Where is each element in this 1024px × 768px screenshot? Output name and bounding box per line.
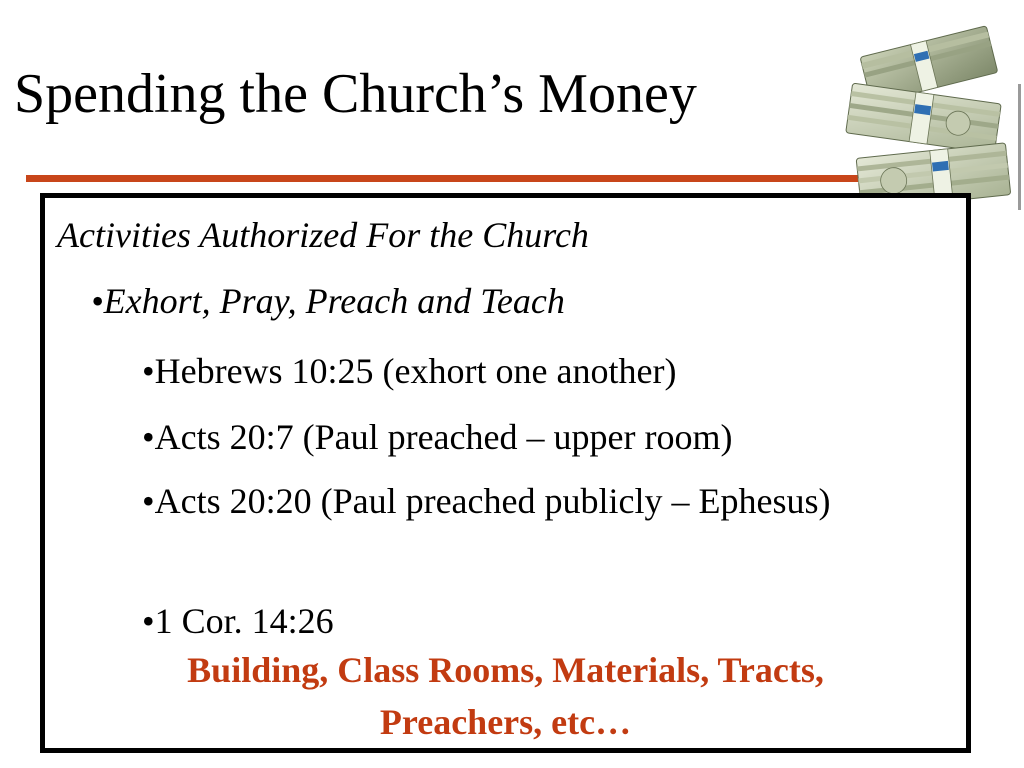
footer-note: [45, 644, 966, 748]
bullet-level1: •Exhort, Pray, Preach and Teach: [91, 281, 565, 321]
bullet-item: •1 Cor. 14:26: [142, 601, 334, 641]
slide-title: Spending the Church’s Money: [14, 63, 697, 125]
footer-line: Preachers, etc…: [379, 702, 632, 742]
bullet-item: •Acts 20:20 (Paul preached publicly – Ephesus): [142, 481, 831, 521]
bullet-item: •Acts 20:7 (Paul preached – upper room): [142, 417, 733, 457]
title-underline: [26, 175, 861, 182]
section-heading: Activities Authorized For the Church: [57, 215, 589, 255]
money-stack-icon: [828, 22, 1024, 218]
slide-edge-divider: [1018, 84, 1021, 210]
bullet-item: •Hebrews 10:25 (exhort one another): [142, 351, 677, 391]
footer-line: Building, Class Rooms, Materials, Tracts,: [187, 650, 824, 690]
content-box: [40, 193, 971, 753]
